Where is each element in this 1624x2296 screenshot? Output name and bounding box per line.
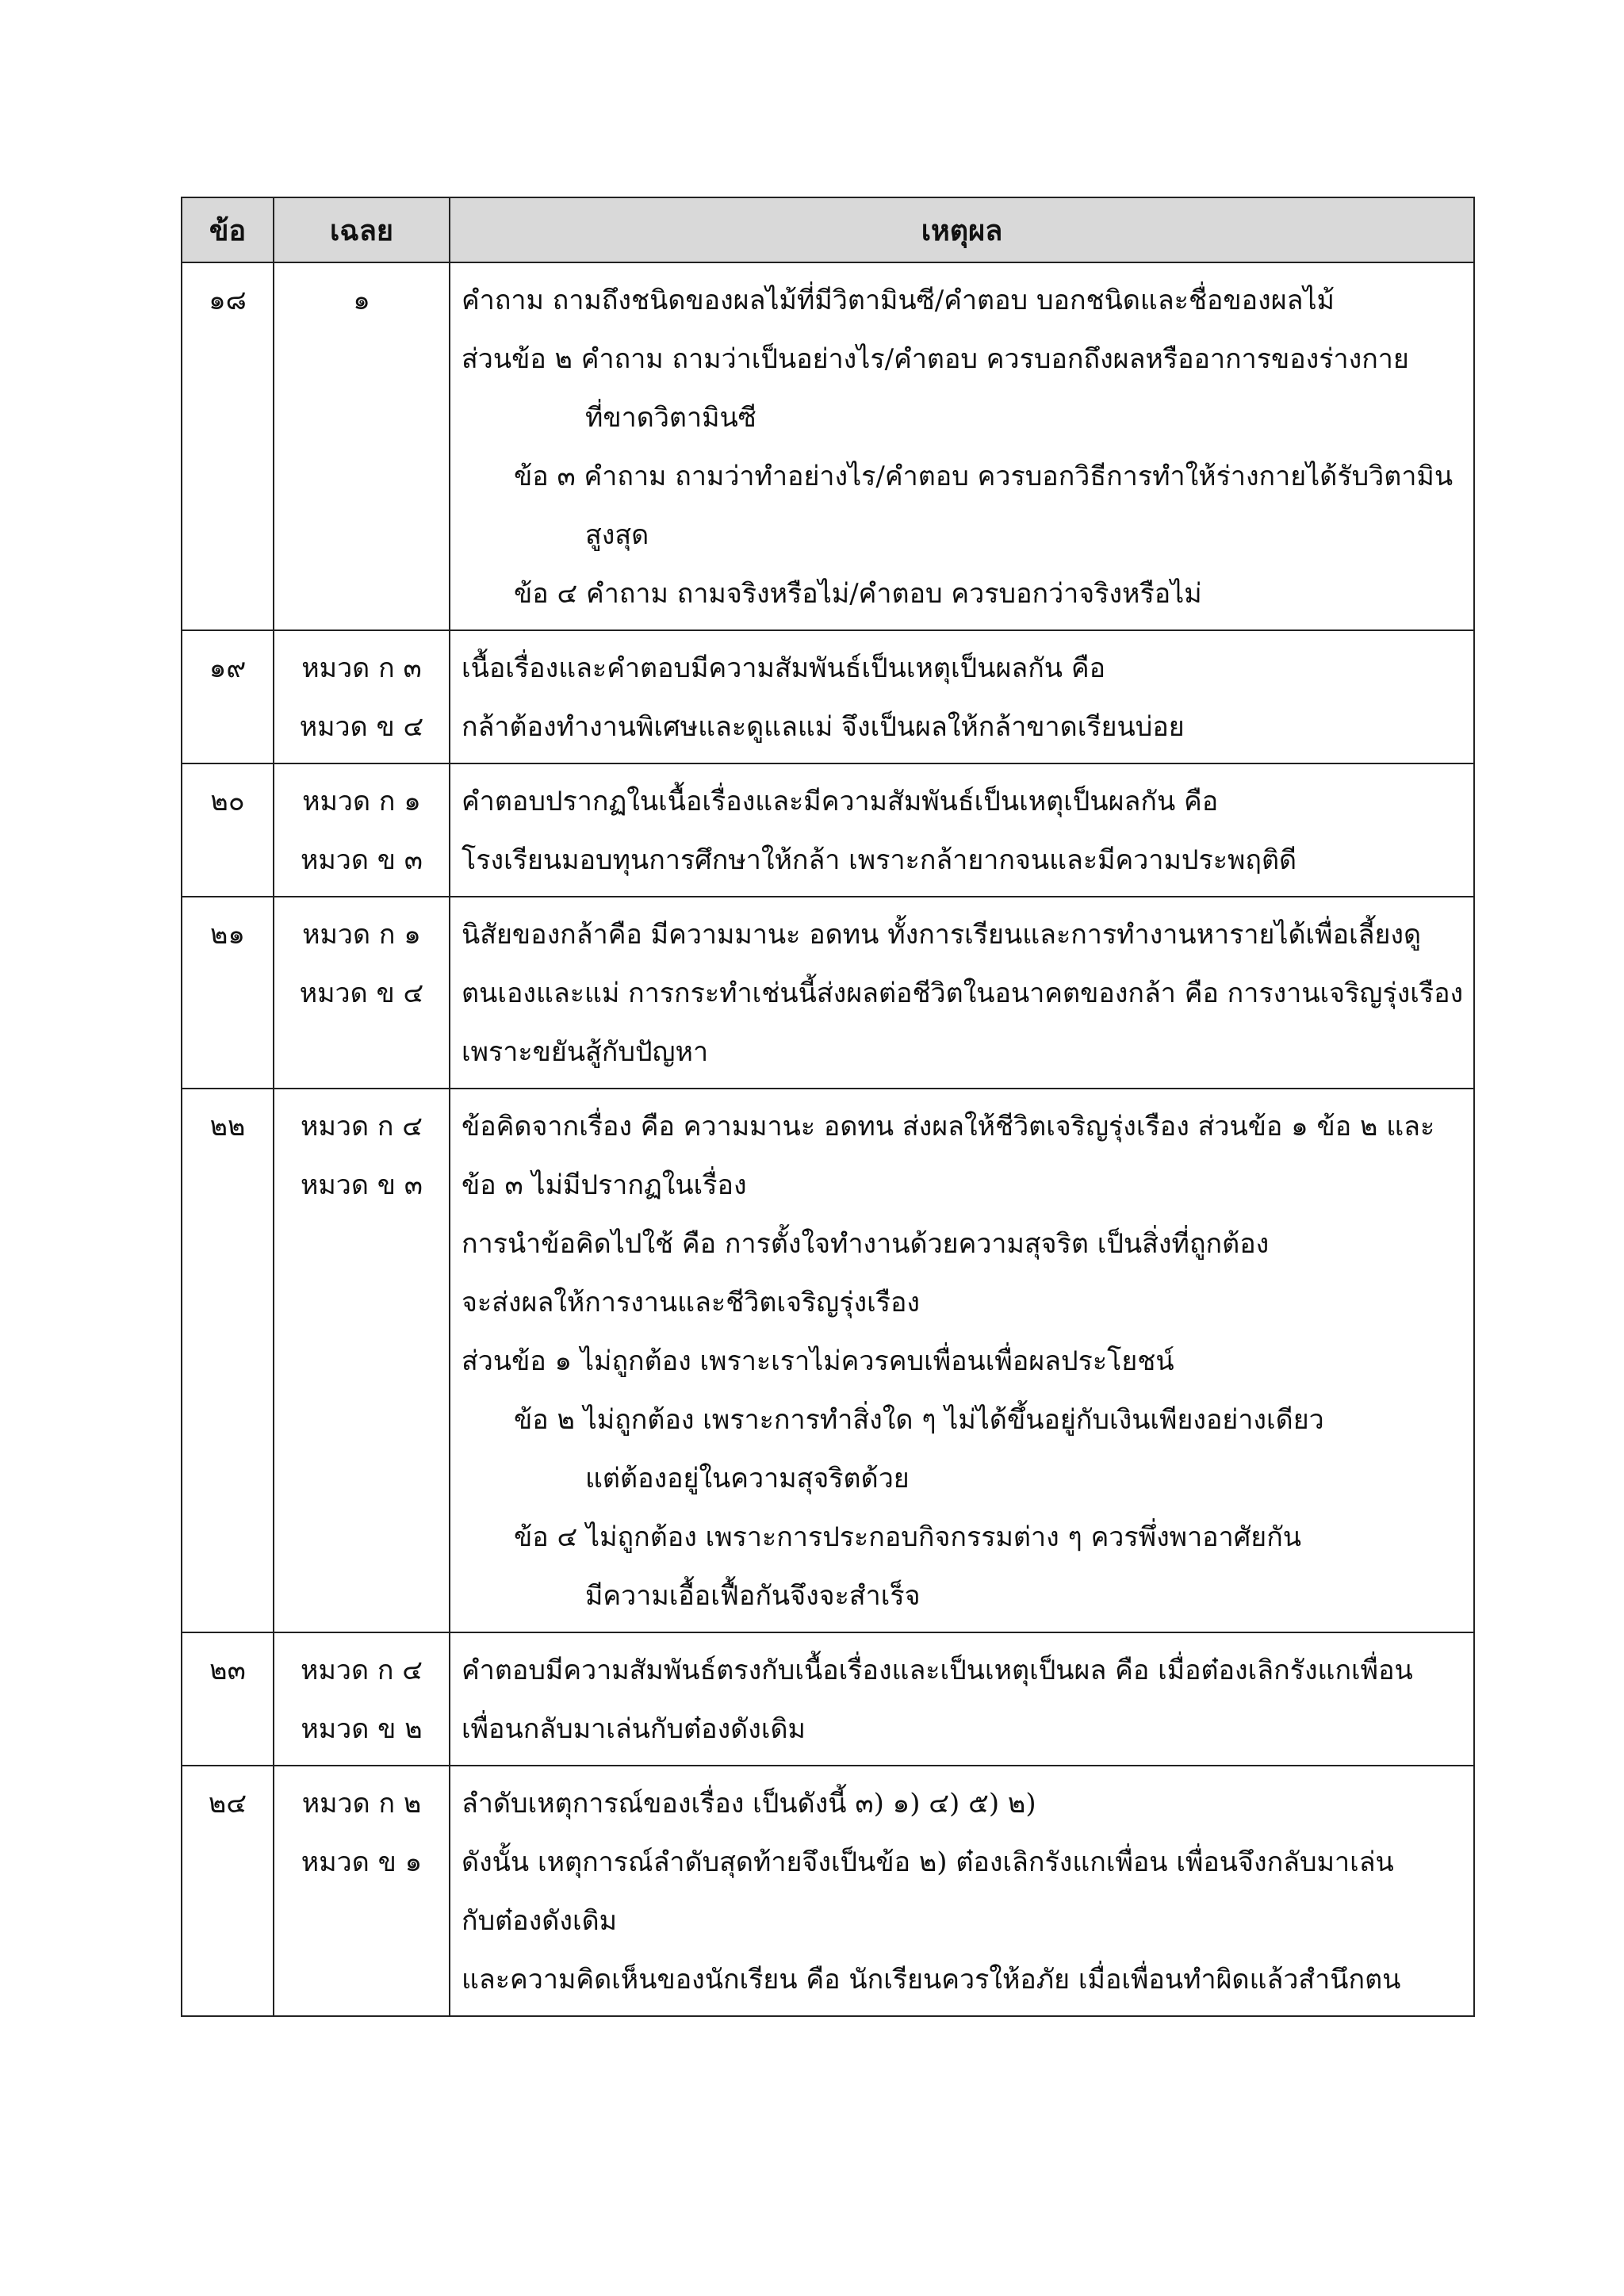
table-row <box>182 1089 1474 1632</box>
reason-line: มีความเอื้อเฟื้อกันจึงจะสำเร็จ <box>585 1580 921 1612</box>
answer-cell <box>274 897 450 1089</box>
reason-line: ที่ขาดวิตามินซี <box>585 402 756 434</box>
reason-line: ข้อคิดจากเรื่อง คือ ความมานะ อดทน ส่งผลให้ชีวิตเจริญรุ่งเรือง ส่วนข้อ ๑ ข้อ ๒ และ <box>462 1111 1435 1142</box>
reason-line: คำตอบมีความสัมพันธ์ตรงกับเนื้อเรื่องและเป็นเหตุเป็นผล คือ เมื่อต๋องเลิกรังแกเพื่อน <box>462 1655 1413 1686</box>
item-number-cell <box>182 630 274 763</box>
header-item-number: ข้อ <box>182 197 274 262</box>
header-reason: เหตุผล <box>450 197 1474 262</box>
answer-cell <box>274 1632 450 1766</box>
item-number-cell <box>182 262 274 630</box>
answer-line: หมวด ข ๓ <box>300 1169 423 1201</box>
item-number-cell <box>182 1089 274 1632</box>
answer-cell <box>274 763 450 897</box>
answer-line: หมวด ก ๔ <box>301 1655 423 1686</box>
reason-line: ลำดับเหตุการณ์ของเรื่อง เป็นดังนี้ ๓) ๑) ๔) ๕) ๒) <box>462 1788 1036 1820</box>
reason-cell <box>450 897 1474 1089</box>
table-row <box>182 763 1474 897</box>
reason-line: ข้อ ๓ ไม่มีปรากฏในเรื่อง <box>462 1169 747 1201</box>
item-number: ๒๑ <box>210 919 245 951</box>
reason-line: ดังนั้น เหตุการณ์ลำดับสุดท้ายจึงเป็นข้อ ๒) ต๋องเลิกรังแกเพื่อน เพื่อนจึงกลับมาเล่น <box>462 1846 1394 1878</box>
reason-line: คำตอบปรากฏในเนื้อเรื่องและมีความสัมพันธ์เป็นเหตุเป็นผลกัน คือ <box>462 786 1219 817</box>
reason-line: ข้อ ๔ คำถาม ถามจริงหรือไม่/คำตอบ ควรบอกว่าจริงหรือไม่ <box>514 578 1202 610</box>
item-number-cell <box>182 1632 274 1766</box>
reason-line: การนำข้อคิดไปใช้ คือ การตั้งใจทำงานด้วยความสุจริต เป็นสิ่งที่ถูกต้อง <box>462 1228 1270 1260</box>
reason-cell <box>450 630 1474 763</box>
answer-line: หมวด ก ๒ <box>301 1788 422 1820</box>
item-number-cell <box>182 763 274 897</box>
table-row <box>182 630 1474 763</box>
answer-line: ๑ <box>353 285 370 316</box>
answer-line: หมวด ก ๑ <box>302 919 421 951</box>
reason-line: ส่วนข้อ ๑ ไม่ถูกต้อง เพราะเราไม่ควรคบเพื่อนเพื่อผลประโยชน์ <box>462 1345 1174 1377</box>
reason-line: กล้าต้องทำงานพิเศษและดูแลแม่ จึงเป็นผลให้กล้าขาดเรียนบ่อย <box>462 711 1185 743</box>
table-row <box>182 1632 1474 1766</box>
item-number: ๒๒ <box>209 1111 246 1142</box>
answer-line: หมวด ข ๒ <box>301 1713 423 1745</box>
answer-key-table <box>181 197 1475 2017</box>
reason-line: สูงสุด <box>585 519 649 551</box>
item-number: ๒๓ <box>209 1655 246 1686</box>
item-number: ๒๐ <box>210 786 245 817</box>
reason-line: ส่วนข้อ ๒ คำถาม ถามว่าเป็นอย่างไร/คำตอบ ควรบอกถึงผลหรืออาการของร่างกาย <box>462 343 1409 375</box>
reason-line: เพื่อนกลับมาเล่นกับต๋องดังเดิม <box>462 1713 806 1745</box>
reason-line: โรงเรียนมอบทุนการศึกษาให้กล้า เพราะกล้ายากจนและมีความประพฤติดี <box>462 844 1297 876</box>
reason-cell <box>450 1089 1474 1632</box>
reason-line: เนื้อเรื่องและคำตอบมีความสัมพันธ์เป็นเหตุเป็นผลกัน คือ <box>462 652 1105 684</box>
reason-cell <box>450 763 1474 897</box>
reason-line: ข้อ ๓ คำถาม ถามว่าทำอย่างไร/คำตอบ ควรบอกวิธีการทำให้ร่างกายได้รับวิตามิน <box>514 461 1454 492</box>
table-row <box>182 262 1474 630</box>
table-header-row <box>182 197 1474 262</box>
answer-line: หมวด ข ๓ <box>300 844 423 876</box>
answer-line: หมวด ข ๑ <box>301 1846 423 1878</box>
reason-line: แต่ต้องอยู่ในความสุจริตด้วย <box>585 1463 910 1494</box>
answer-cell <box>274 630 450 763</box>
table-row <box>182 897 1474 1089</box>
reason-line: ข้อ ๔ ไม่ถูกต้อง เพราะการประกอบกิจกรรมต่าง ๆ ควรพึ่งพาอาศัยกัน <box>514 1521 1302 1553</box>
answer-cell <box>274 1766 450 2016</box>
answer-line: หมวด ก ๓ <box>301 652 422 684</box>
header-answer: เฉลย <box>274 197 450 262</box>
answer-line: หมวด ก ๔ <box>301 1111 423 1142</box>
table-row <box>182 1766 1474 2016</box>
reason-cell <box>450 262 1474 630</box>
reason-line: นิสัยของกล้าคือ มีความมานะ อดทน ทั้งการเรียนและการทำงานหารายได้เพื่อเลี้ยงดู <box>462 919 1422 951</box>
item-number: ๑๘ <box>209 285 247 316</box>
item-number: ๑๙ <box>209 652 247 684</box>
item-number: ๒๔ <box>208 1788 247 1820</box>
reason-line: เพราะขยันสู้กับปัญหา <box>462 1036 709 1068</box>
reason-line: ตนเองและแม่ การกระทำเช่นนี้ส่งผลต่อชีวิตในอนาคตของกล้า คือ การงานเจริญรุ่งเรือง <box>462 978 1464 1009</box>
answer-cell <box>274 262 450 630</box>
reason-line: ข้อ ๒ ไม่ถูกต้อง เพราะการทำสิ่งใด ๆ ไม่ได้ขึ้นอยู่กับเงินเพียงอย่างเดียว <box>514 1404 1324 1436</box>
reason-cell <box>450 1766 1474 2016</box>
reason-cell <box>450 1632 1474 1766</box>
item-number-cell <box>182 1766 274 2016</box>
answer-line: หมวด ข ๔ <box>299 978 424 1009</box>
table-body <box>182 262 1474 2016</box>
answer-cell <box>274 1089 450 1632</box>
item-number-cell <box>182 897 274 1089</box>
answer-line: หมวด ข ๔ <box>299 711 424 743</box>
answer-line: หมวด ก ๑ <box>302 786 421 817</box>
reason-line: จะส่งผลให้การงานและชีวิตเจริญรุ่งเรือง <box>462 1287 920 1318</box>
reason-line: และความคิดเห็นของนักเรียน คือ นักเรียนควรให้อภัย เมื่อเพื่อนทำผิดแล้วสำนึกตน <box>462 1964 1401 1996</box>
reason-line: กับต๋องดังเดิม <box>462 1905 618 1937</box>
reason-line: คำถาม ถามถึงชนิดของผลไม้ที่มีวิตามินซี/คำตอบ บอกชนิดและชื่อของผลไม้ <box>462 285 1335 316</box>
